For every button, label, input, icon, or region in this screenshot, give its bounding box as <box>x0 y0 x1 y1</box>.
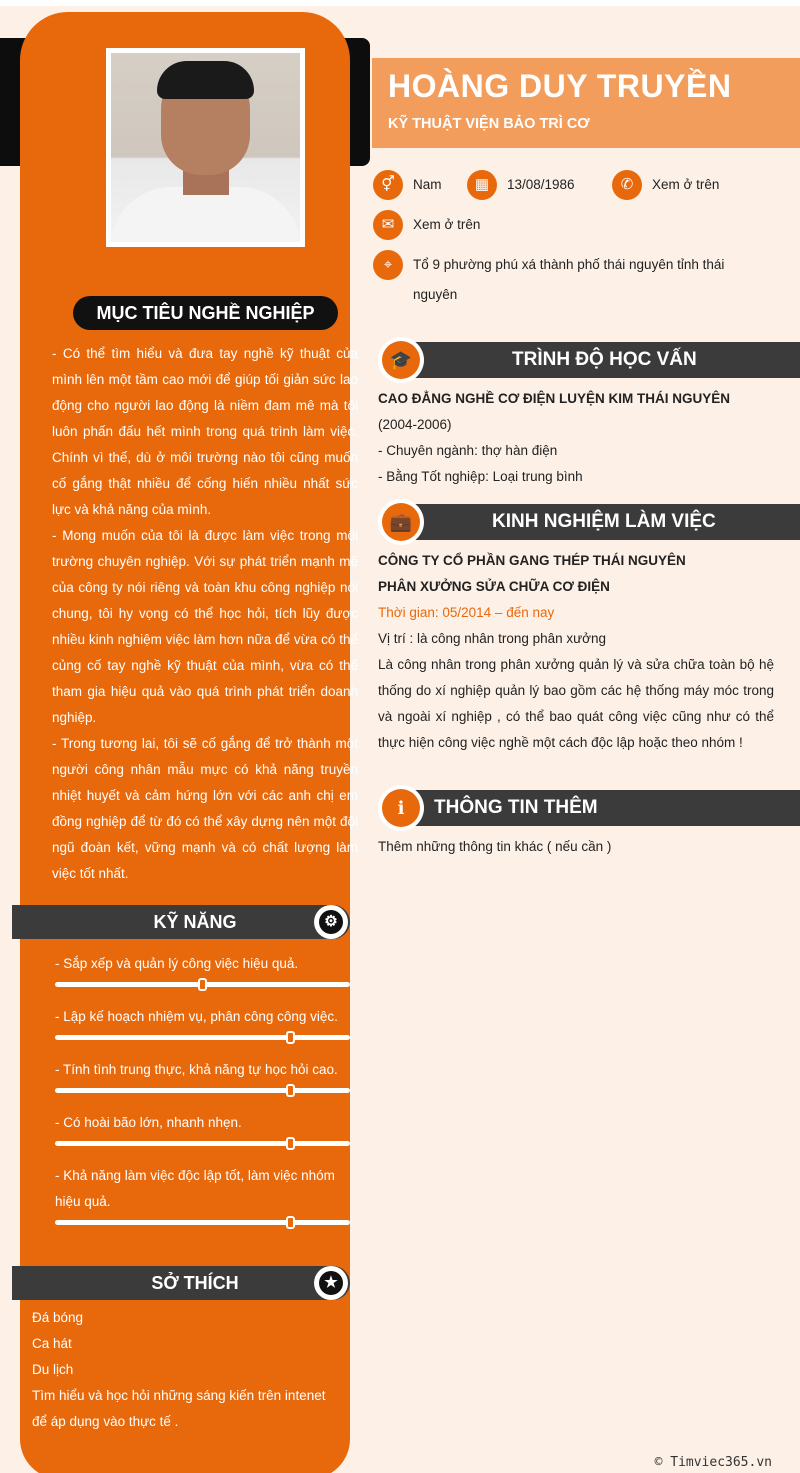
skill-item: - Tính tình trung thực, khả năng tự học hỏi cao. <box>55 1062 338 1077</box>
hobby-item: Tìm hiểu và học hỏi những sáng kiến trên intenet để áp dụng vào thực tế . <box>32 1388 326 1429</box>
hobby-item: Ca hát <box>32 1336 72 1351</box>
extra-info-header <box>378 788 800 826</box>
objective-paragraph: - Trong tương lai, tôi sẽ cố gắng để trở thành một người công nhân mẫu mực có khả năng truyền nhiệt huyết và cảm hứng lớn với các anh chị em đồng nghiệp để từ đó có thể xây dựng nên một đội ngũ đoàn kết, vững mạnh và có chất lượng làm việc tốt nhất. <box>52 736 358 881</box>
skill-item: - Sắp xếp và quản lý công việc hiệu quả. <box>55 956 299 971</box>
job-title: KỸ THUẬT VIỆN BẢO TRÌ CƠ <box>388 116 590 132</box>
experience-title: KINH NGHIỆM LÀM VIỆC <box>492 511 716 532</box>
objective-paragraph: - Có thể tìm hiểu và đưa tay nghề kỹ thuật của mình lên một tầm cao mới để giúp tối giản sức lao động cho người lao động là niềm đam mê mà tôi luôn phấn đấu hết mình trong quá trình làm việc. Chính vì thế, dù ở môi trường nào tôi cũng muốn cố gắng thật nhiều để cống hiến nhiều nhất sức lực và khả năng của mình. <box>52 346 358 517</box>
email-value: Xem ở trên <box>413 217 481 232</box>
hobbies-list <box>32 1305 338 1435</box>
hobby-item: Du lịch <box>32 1362 74 1377</box>
education-degree: - Bằng Tốt nghiệp: Loại trung bình <box>378 469 583 484</box>
gender-value: Nam <box>413 177 442 192</box>
sidebar <box>20 12 358 1473</box>
birthdate-value: 13/08/1986 <box>507 177 575 192</box>
education-period: (2004-2006) <box>378 417 452 432</box>
graduation-cap-icon: 🎓 <box>382 341 420 379</box>
skills-title: KỸ NĂNG <box>153 912 237 932</box>
info-icon: ℹ <box>382 789 420 827</box>
skill-track <box>55 1088 350 1093</box>
skill-track <box>55 1141 350 1146</box>
calendar-icon: ▦ <box>467 170 497 200</box>
skill-knob <box>286 1031 295 1044</box>
experience-header <box>378 502 800 540</box>
department-name: PHÂN XƯỞNG SỬA CHỮA CƠ ĐIỆN <box>378 579 610 594</box>
objective-title: MỤC TIÊU NGHỀ NGHIỆP <box>73 296 338 330</box>
profile-photo <box>111 53 300 242</box>
candidate-name: HOÀNG DUY TRUYỀN <box>388 68 732 104</box>
skill-track <box>55 982 350 987</box>
skill-knob <box>286 1216 295 1229</box>
extra-info-title: THÔNG TIN THÊM <box>434 797 598 818</box>
education-title: TRÌNH ĐỘ HỌC VẤN <box>512 349 697 370</box>
name-banner <box>372 58 800 148</box>
hobbies-title: SỞ THÍCH <box>151 1273 239 1293</box>
education-major: - Chuyên ngành: thợ hàn điện <box>378 443 558 458</box>
school-name: CAO ĐẲNG NGHỀ CƠ ĐIỆN LUYỆN KIM THÁI NGUYÊN <box>378 391 731 406</box>
skill-track <box>55 1220 350 1225</box>
work-position: Vị trí : là công nhân trong phân xưởng <box>378 631 607 646</box>
skill-knob <box>198 978 207 991</box>
skill-item: - Khả năng làm việc độc lập tốt, làm việc nhóm hiệu quả. <box>55 1168 335 1209</box>
education-body <box>378 386 774 490</box>
extra-info-text: Thêm những thông tin khác ( nếu cần ) <box>378 839 612 854</box>
location-icon: ⌖ <box>373 250 403 280</box>
skill-knob <box>286 1084 295 1097</box>
footer-credit: © Timviec365.vn <box>654 1455 772 1470</box>
briefcase-icon: 💼 <box>382 503 420 541</box>
objective-paragraph: - Mong muốn của tôi là được làm việc trong môi trường chuyên nghiệp. Với sự phát triển mạnh mẽ của công ty nói riêng và toàn khu công nghiệp nói chung, tôi hy vọng có thể học hỏi, tích lũy được nhiều kinh nghiệm việc làm hơn nữa để vừa có thể củng cố tay nghề kỹ thuật của mình, vừa có thể tham gia hiệu quả vào quá trình phát triển doanh nghiệp. <box>52 528 358 725</box>
mail-icon: ✉ <box>373 210 403 240</box>
gear-icon: ⚙ <box>314 905 348 939</box>
gender-icon: ⚥ <box>373 170 403 200</box>
hobbies-header <box>12 1266 350 1300</box>
experience-body <box>378 548 774 756</box>
skill-track <box>55 1035 350 1040</box>
education-header <box>378 340 800 378</box>
hobby-item: Đá bóng <box>32 1310 84 1325</box>
phone-value: Xem ở trên <box>652 177 720 192</box>
company-name: CÔNG TY CỔ PHẦN GANG THÉP THÁI NGUYÊN <box>378 553 686 568</box>
objective-text <box>52 341 358 887</box>
skill-item: - Có hoài bão lớn, nhanh nhẹn. <box>55 1115 242 1130</box>
avatar <box>106 48 305 247</box>
work-period: Thời gian: 05/2014 – đến nay <box>378 605 555 620</box>
skills-header <box>12 905 350 939</box>
cv-page <box>0 6 800 1473</box>
star-icon: ★ <box>314 1266 348 1300</box>
skill-item: - Lập kế hoạch nhiệm vụ, phân công công việc. <box>55 1009 338 1024</box>
address-value: Tổ 9 phường phú xá thành phố thái nguyên tỉnh thái nguyên <box>413 257 725 302</box>
work-description: Là công nhân trong phân xưởng quản lý và sửa chữa toàn bộ hệ thống do xí nghiệp quản lý bao gồm các hệ thống máy móc trong và ngoài xí nghiệp , có thể bao quát công việc cũng như có thể thực hiện công việc nghề một cách độc lập hoặc theo nhóm ! <box>378 657 774 750</box>
phone-icon: ✆ <box>612 170 642 200</box>
skill-knob <box>286 1137 295 1150</box>
